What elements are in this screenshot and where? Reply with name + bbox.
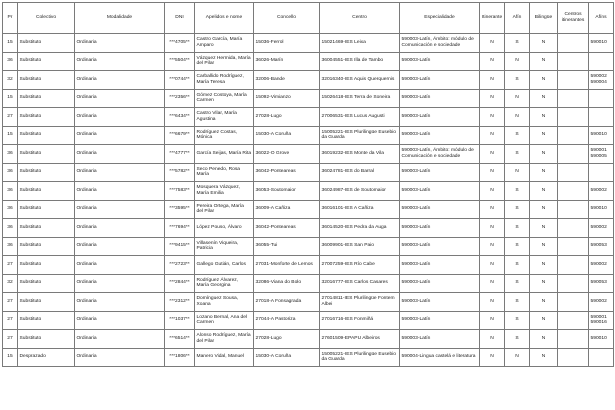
cell-afin: S [505,274,530,293]
cell-concello: 32086-Viana do Bolo [254,274,320,293]
cell-bilingue: N [530,52,558,71]
cell-apelidos-nome: Pereira Ortega, María del Pilar [195,200,254,219]
cell-dni: ***7583** [165,182,195,201]
cell-centro: 15021469-IES Leixa [320,34,400,53]
header-col-apelidos-nome: Apelidos e nome [195,3,254,34]
table-row [3,163,614,182]
cell-centro: 15026418-IES Terra de Soneira [320,89,400,108]
table-row [3,71,614,90]
cell-colectivo: Substituto [18,293,75,312]
cell-pr: 27 [3,293,18,312]
cell-afins: 590053 [589,237,614,256]
cell-afins: 590010 [589,34,614,53]
cell-afin: S [505,237,530,256]
cell-concello: 36055-Tui [254,237,320,256]
cell-afin: S [505,200,530,219]
cell-itinerante: N [480,237,505,256]
cell-centro: 36004551-IES Illa de Tambo [320,52,400,71]
cell-apelidos-nome: Rodríguez Álvarez, María Georgina [195,274,254,293]
cell-pr: 36 [3,163,18,182]
cell-pr: 27 [3,311,18,330]
cell-especialidade: 590003-Latín [400,293,480,312]
table-row [3,274,614,293]
cell-concello: 15030-A Coruña [254,348,320,367]
cell-centros-itinerantes [558,71,589,90]
cell-dni: ***2844** [165,274,195,293]
cell-especialidade: 590003-Latín [400,256,480,275]
cell-apelidos-nome: García Seijas, María Rita [195,145,254,164]
table-row [3,108,614,127]
header-col-colectivo: Colectivo [18,3,75,34]
cell-dni: ***4777** [165,145,195,164]
cell-bilingue: N [530,108,558,127]
cell-afins: 590053 [589,274,614,293]
cell-especialidade: 590003-Latín [400,200,480,219]
cell-especialidade: 590003-Latín [400,163,480,182]
cell-centros-itinerantes [558,274,589,293]
cell-colectivo: Substituto [18,52,75,71]
cell-colectivo: Substituto [18,163,75,182]
cell-afin: N [505,108,530,127]
cell-concello: 15030-A Coruña [254,126,320,145]
cell-modalidade: Ordinaria [75,182,165,201]
cell-concello: 36009-A Cañiza [254,200,320,219]
cell-centros-itinerantes [558,293,589,312]
cell-afin: S [505,256,530,275]
assignment-table-wrapper [2,2,614,367]
cell-afins: 590002 [589,219,614,238]
table-row [3,293,614,312]
cell-afins [589,71,614,90]
cell-afin: S [505,182,530,201]
cell-centro: 36009901-IES San Paio [320,237,400,256]
table-row [3,34,614,53]
cell-modalidade: Ordinaria [75,219,165,238]
cell-pr: 32 [3,71,18,90]
table-row [3,89,614,108]
afin-code: 590004 [590,79,607,85]
cell-concello: 27031-Monforte de Lemos [254,256,320,275]
table-row [3,145,614,164]
cell-centros-itinerantes [558,89,589,108]
cell-centro: 27016716-IES Fonmiñá [320,311,400,330]
cell-apelidos-nome: Mosquera Vázquez, María Emilia [195,182,254,201]
cell-concello: 36022-O Grove [254,145,320,164]
cell-centros-itinerantes [558,34,589,53]
cell-afin: S [505,293,530,312]
cell-itinerante: N [480,89,505,108]
cell-itinerante: N [480,34,505,53]
cell-apelidos-nome: Rodríguez Costas, Mónica [195,126,254,145]
cell-centro: 27601509-EPAPU Albeiros [320,330,400,349]
cell-concello: 27028-Lugo [254,108,320,127]
cell-itinerante: N [480,293,505,312]
cell-centro: 15005221-IES Plurilingüe Eusebio da Guarda [320,126,400,145]
cell-modalidade: Ordinaria [75,348,165,367]
cell-modalidade: Ordinaria [75,89,165,108]
cell-especialidade: 590003-Latín [400,219,480,238]
cell-afins [589,108,614,127]
cell-modalidade: Ordinaria [75,330,165,349]
cell-especialidade: 590004-Lingua castelá e literatura [400,348,480,367]
cell-modalidade: Ordinaria [75,108,165,127]
cell-apelidos-nome: Seco Penedo, Rosa María [195,163,254,182]
cell-afin: N [505,348,530,367]
cell-dni: ***1806** [165,348,195,367]
cell-afins: 590002 [589,293,614,312]
cell-concello: 36053-Soutomaior [254,182,320,201]
header-col-afin: Afín [505,3,530,34]
afin-code: 590016 [590,320,607,326]
cell-centro: 36019232-IES Monte da Vila [320,145,400,164]
cell-afin: S [505,126,530,145]
cell-centro: 36024987-IES de Soutomaior [320,182,400,201]
cell-apelidos-nome: Villasenín Viqueira, Patricia [195,237,254,256]
cell-centro: 15005221-IES Plurilingüe Eusebio da Guarda [320,348,400,367]
cell-bilingue: N [530,219,558,238]
cell-especialidade: 590003-Latín [400,237,480,256]
cell-dni: ***2312** [165,293,195,312]
cell-itinerante: N [480,108,505,127]
cell-dni: ***6514** [165,330,195,349]
cell-modalidade: Ordinaria [75,52,165,71]
cell-itinerante: N [480,163,505,182]
table-row [3,311,614,330]
cell-colectivo: Substituto [18,182,75,201]
cell-concello: 36042-Ponteareas [254,219,320,238]
cell-afin: N [505,163,530,182]
cell-centros-itinerantes [558,163,589,182]
cell-centros-itinerantes [558,52,589,71]
header-col-especialidade: Especialidade [400,3,480,34]
assignment-table [2,2,614,367]
header-col-modalidade: Modalidade [75,3,165,34]
header-row [3,3,614,34]
cell-afins [589,311,614,330]
cell-pr: 32 [3,274,18,293]
cell-pr: 27 [3,256,18,275]
cell-itinerante: N [480,71,505,90]
cell-bilingue: N [530,311,558,330]
cell-bilingue: N [530,34,558,53]
cell-itinerante: N [480,330,505,349]
header-col-concello: Concello [254,3,320,34]
table-row [3,237,614,256]
cell-modalidade: Ordinaria [75,145,165,164]
cell-pr: 27 [3,108,18,127]
cell-apelidos-nome: Alonso Rodríguez, María del Pilar [195,330,254,349]
cell-centro: 32016340-IES Aquis Querquernis [320,71,400,90]
cell-dni: ***0744** [165,71,195,90]
header-col-pr: Pr [3,3,18,34]
cell-colectivo: Substituto [18,256,75,275]
cell-modalidade: Ordinaria [75,71,165,90]
cell-itinerante: N [480,274,505,293]
cell-bilingue: N [530,126,558,145]
cell-concello: 36026-Marín [254,52,320,71]
cell-centros-itinerantes [558,348,589,367]
cell-itinerante: N [480,348,505,367]
cell-afins: 590002 [589,182,614,201]
cell-pr: 36 [3,237,18,256]
cell-colectivo: Substituto [18,71,75,90]
cell-afins: 590002 [589,256,614,275]
cell-modalidade: Ordinaria [75,200,165,219]
cell-colectivo: Substituto [18,219,75,238]
cell-centro: 27014811-IES Plurilingüe Fontem Albei [320,293,400,312]
cell-itinerante: N [480,311,505,330]
header-col-bilingue: Bilingüe [530,3,558,34]
cell-pr: 36 [3,200,18,219]
cell-afins [589,163,614,182]
cell-afins [589,89,614,108]
cell-afin: S [505,34,530,53]
cell-afin: S [505,219,530,238]
header-col-afins: Afíns [589,3,614,34]
cell-centros-itinerantes [558,256,589,275]
cell-especialidade: 590003-Latín [400,89,480,108]
cell-concello: 15036-Ferrol [254,34,320,53]
cell-centro: 36016101-IES A Cañiza [320,200,400,219]
cell-itinerante: N [480,256,505,275]
cell-especialidade: 590003-Latín [400,52,480,71]
table-row [3,348,614,367]
cell-concello: 32006-Bande [254,71,320,90]
cell-bilingue: N [530,163,558,182]
header-col-dni: DNI [165,3,195,34]
cell-apelidos-nome: Vázquez Hermida, María del Pilar [195,52,254,71]
cell-pr: 36 [3,145,18,164]
cell-pr: 15 [3,126,18,145]
cell-colectivo: Desprazado [18,348,75,367]
cell-afin: S [505,71,530,90]
cell-concello: 15092-Vimianzo [254,89,320,108]
cell-centro: 36024781-IES do Barral [320,163,400,182]
cell-dni: ***2356** [165,89,195,108]
cell-modalidade: Ordinaria [75,237,165,256]
header-col-centros-itinerantes: Centros itinerantes [558,3,589,34]
cell-afin: S [505,145,530,164]
cell-bilingue: N [530,256,558,275]
cell-concello: 27018-A Fonsagrada [254,293,320,312]
cell-itinerante: N [480,200,505,219]
cell-colectivo: Substituto [18,34,75,53]
cell-centro: 32016777-IES Carlos Casares [320,274,400,293]
cell-centros-itinerantes [558,219,589,238]
cell-pr: 36 [3,182,18,201]
cell-bilingue: N [530,348,558,367]
cell-dni: ***7694** [165,219,195,238]
cell-concello: 27044-A Pastoriza [254,311,320,330]
afin-code: 590002 [590,74,607,80]
cell-pr: 36 [3,52,18,71]
cell-afins [589,348,614,367]
table-row [3,200,614,219]
cell-modalidade: Ordinaria [75,163,165,182]
cell-modalidade: Ordinaria [75,126,165,145]
cell-centro: 27007259-IES Río Cabe [320,256,400,275]
cell-colectivo: Substituto [18,200,75,219]
cell-especialidade: 590003-Latín [400,274,480,293]
cell-centros-itinerantes [558,200,589,219]
cell-dni: ***4705** [165,34,195,53]
cell-pr: 15 [3,89,18,108]
cell-colectivo: Substituto [18,126,75,145]
cell-colectivo: Substituto [18,89,75,108]
cell-modalidade: Ordinaria [75,256,165,275]
cell-centros-itinerantes [558,237,589,256]
table-row [3,256,614,275]
cell-colectivo: Substituto [18,145,75,164]
cell-colectivo: Substituto [18,274,75,293]
cell-especialidade: 590003-Latín [400,311,480,330]
cell-bilingue: N [530,330,558,349]
cell-afin: N [505,89,530,108]
cell-dni: ***5782** [165,163,195,182]
cell-bilingue: N [530,89,558,108]
cell-especialidade: 590003-Latín, Ámbito: módulo de Comunicación e sociedade [400,34,480,53]
cell-colectivo: Substituto [18,311,75,330]
cell-afins: 590010 [589,200,614,219]
cell-especialidade: 590003-Latín, Ámbito: módulo de Comunicación e sociedade [400,145,480,164]
cell-especialidade: 590003-Latín [400,330,480,349]
cell-dni: ***6679** [165,126,195,145]
cell-modalidade: Ordinaria [75,34,165,53]
cell-especialidade: 590003-Latín [400,71,480,90]
table-row [3,330,614,349]
cell-colectivo: Substituto [18,330,75,349]
cell-itinerante: N [480,182,505,201]
cell-especialidade: 590003-Latín [400,108,480,127]
cell-dni: ***9415** [165,237,195,256]
cell-apelidos-nome: Castro García, María Amparo [195,34,254,53]
cell-pr: 27 [3,330,18,349]
cell-bilingue: N [530,145,558,164]
cell-bilingue: N [530,71,558,90]
cell-pr: 36 [3,219,18,238]
header-col-centro: Centro [320,3,400,34]
cell-pr: 15 [3,34,18,53]
table-header [3,3,614,34]
cell-afin: S [505,330,530,349]
cell-modalidade: Ordinaria [75,311,165,330]
cell-colectivo: Substituto [18,108,75,127]
cell-bilingue: N [530,293,558,312]
cell-dni: ***6434** [165,108,195,127]
cell-apelidos-nome: Castro Vilar, María Agustina [195,108,254,127]
cell-apelidos-nome: Domínguez Sousa, Xoana [195,293,254,312]
table-row [3,182,614,201]
cell-especialidade: 590003-Latín [400,126,480,145]
cell-apelidos-nome: Carballido Rodríguez, María Teresa [195,71,254,90]
table-row [3,219,614,238]
cell-centros-itinerantes [558,330,589,349]
cell-centros-itinerantes [558,126,589,145]
table-row [3,52,614,71]
cell-apelidos-nome: Lozano Bernal, Ana del Carmen [195,311,254,330]
cell-dni: ***1037** [165,311,195,330]
afin-code: 590001 [590,314,607,320]
header-col-itinerante: Itinerante [480,3,505,34]
table-row [3,126,614,145]
cell-centro: 27006531-IES Lucus Augusti [320,108,400,127]
cell-bilingue: N [530,182,558,201]
cell-itinerante: N [480,126,505,145]
cell-especialidade: 590003-Latín [400,182,480,201]
cell-centros-itinerantes [558,182,589,201]
cell-apelidos-nome: Manero Vidal, Manuel [195,348,254,367]
cell-afins [589,52,614,71]
cell-itinerante: N [480,219,505,238]
cell-modalidade: Ordinaria [75,293,165,312]
cell-afins: 590010 [589,330,614,349]
cell-dni: ***5504** [165,52,195,71]
cell-afins [589,145,614,164]
cell-dni: ***3595** [165,200,195,219]
cell-bilingue: N [530,237,558,256]
cell-afins: 590010 [589,126,614,145]
afin-code: 590001 [590,148,607,154]
cell-colectivo: Substituto [18,237,75,256]
cell-afin: S [505,311,530,330]
cell-centros-itinerantes [558,108,589,127]
cell-bilingue: N [530,200,558,219]
cell-centros-itinerantes [558,145,589,164]
cell-apelidos-nome: Gómez Costoya, María Carmen [195,89,254,108]
cell-centro: 36014520-IES Pedra da Auga [320,219,400,238]
cell-concello: 27028-Lugo [254,330,320,349]
table-body [3,34,614,367]
cell-dni: ***2723** [165,256,195,275]
cell-modalidade: Ordinaria [75,274,165,293]
cell-concello: 36042-Ponteareas [254,163,320,182]
afin-code: 590005 [590,153,607,159]
cell-pr: 15 [3,348,18,367]
cell-apelidos-nome: Gallego Gutián, Carlos [195,256,254,275]
cell-itinerante: N [480,145,505,164]
cell-afin: N [505,52,530,71]
cell-itinerante: N [480,52,505,71]
cell-centros-itinerantes [558,311,589,330]
cell-bilingue: N [530,274,558,293]
cell-apelidos-nome: López Pouso, Álvaro [195,219,254,238]
